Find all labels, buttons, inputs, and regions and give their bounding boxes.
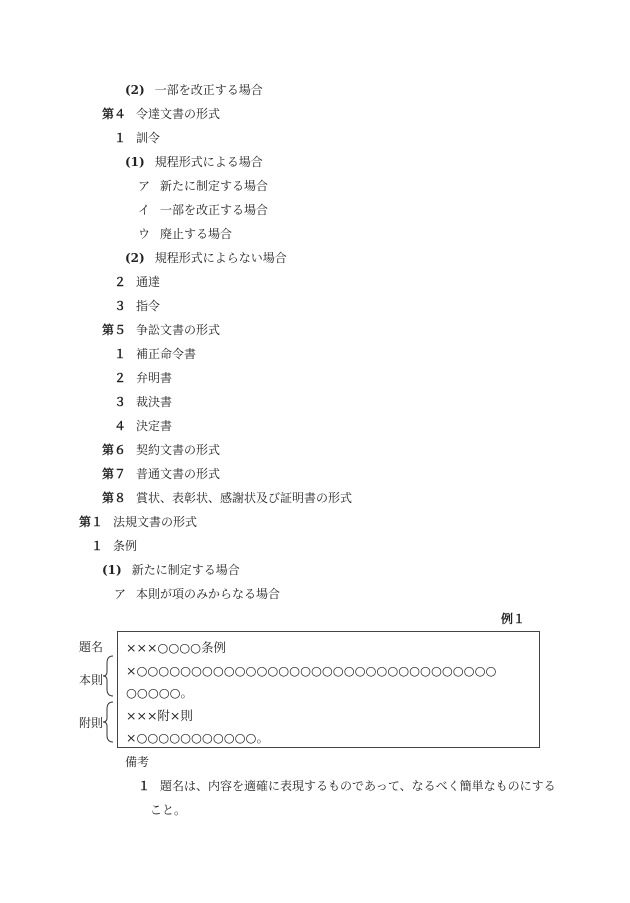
outline-item: １ 補正命令書: [114, 347, 197, 361]
outline-item: 第６ 契約文書の形式: [102, 443, 221, 457]
outline-item: 第４ 令達文書の形式: [102, 107, 221, 121]
outline-item: イ 一部を改正する場合: [138, 203, 269, 217]
remark-item: １ 題名は、内容を適確に表現するものであって、なるべく簡単なものにする: [138, 779, 556, 793]
outline-item: ２ 通達: [114, 275, 161, 289]
outline-item: ２ 弁明書: [114, 371, 173, 385]
outline-item: (1) 規程形式による場合: [125, 155, 263, 169]
label-title: 題名: [79, 640, 104, 654]
outline-item: １ 条例: [91, 539, 138, 553]
example-box: [117, 631, 540, 748]
brace-main: [101, 655, 115, 697]
label-supplementary-provisions: 附則: [79, 716, 104, 730]
outline-item: １ 訓令: [114, 131, 161, 145]
remark-item-continuation: こと。: [150, 803, 187, 817]
label-main-provisions: 本則: [79, 673, 104, 687]
outline-item: ア 新たに制定する場合: [138, 179, 269, 193]
box-supplement-line: ×○○○○○○○○○○○。: [126, 730, 269, 745]
box-supplement-heading: ×××附×則: [126, 708, 193, 723]
box-title-line: ×××○○○○条例: [126, 640, 227, 655]
box-main-line: ×○○○○○○○○○○○○○○○○○○○○○○○○○○○○○○○○○: [126, 663, 497, 678]
outline-item: 第７ 普通文書の形式: [102, 467, 221, 481]
outline-item: (2) 規程形式によらない場合: [125, 251, 287, 265]
outline-item: ア 本則が項のみからなる場合: [114, 587, 281, 601]
outline-item: (2) 一部を改正する場合: [125, 83, 263, 97]
example-label: 例１: [501, 612, 526, 626]
outline-item: ３ 指令: [114, 299, 161, 313]
outline-item: 第５ 争訟文書の形式: [102, 323, 221, 337]
outline-item: ３ 裁決書: [114, 395, 173, 409]
box-main-line: ○○○○○。: [126, 685, 194, 700]
outline-item: (1) 新たに制定する場合: [102, 563, 240, 577]
outline-item: 第１ 法規文書の形式: [79, 515, 198, 529]
remarks-heading: 備考: [125, 755, 150, 769]
brace-supplementary: [101, 701, 115, 743]
outline-item: 第８ 賞状、表彰状、感謝状及び証明書の形式: [102, 491, 353, 505]
outline-item: ウ 廃止する場合: [138, 227, 233, 241]
outline-item: ４ 決定書: [114, 419, 173, 433]
